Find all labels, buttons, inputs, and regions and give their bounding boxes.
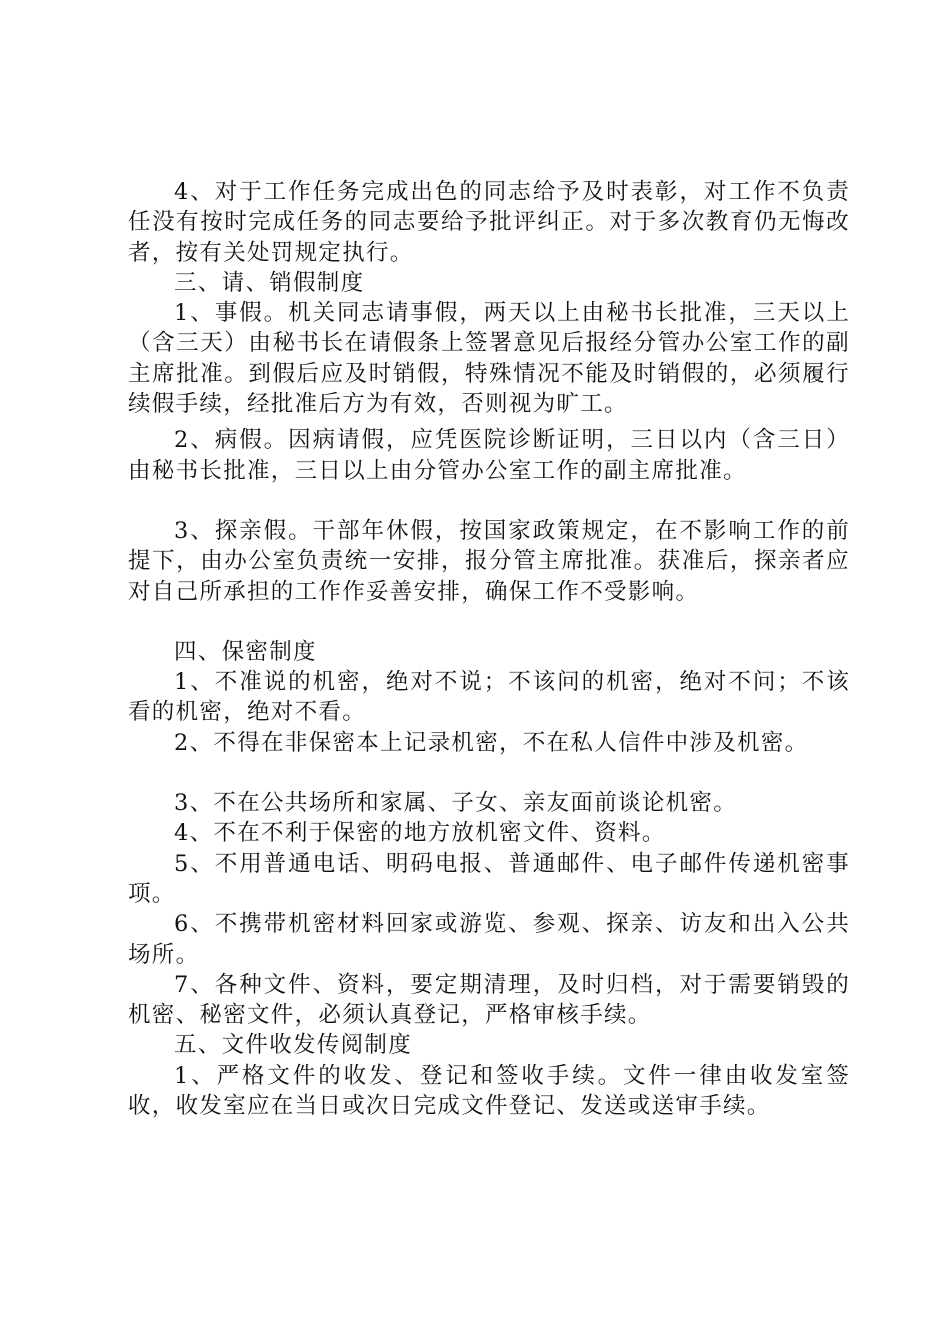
- paragraph-leave-2: 2、病假。因病请假，应凭医院诊断证明，三日以内（含三日）由秘书长批准，三日以上由分管办公室工作的副主席批准。: [128, 427, 850, 484]
- paragraph-secret-5: 5、不用普通电话、明码电报、普通邮件、电子邮件传递机密事项。: [128, 850, 850, 907]
- spacer: [128, 607, 850, 637]
- spacer: [128, 758, 850, 788]
- paragraph-secret-6: 6、不携带机密材料回家或游览、参观、探亲、访友和出入公共场所。: [128, 911, 850, 968]
- paragraph-secret-4: 4、不在不利于保密的地方放机密文件、资料。: [174, 820, 666, 847]
- section-heading-leave: 三、请、销假制度: [174, 269, 365, 296]
- section-heading-files: 五、文件收发传阅制度: [174, 1032, 413, 1059]
- paragraph-file-1: 1、严格文件的收发、登记和签收手续。文件一律由收发室签收，收发室应在当日或次日完成文件登记、发送或送审手续。: [128, 1062, 850, 1120]
- paragraph-leave-1: 1、事假。机关同志请事假，两天以上由秘书长批准，三天以上（含三天）由秘书长在请假条上签署意见后报经分管办公室工作的副主席批准。到假后应及时销假，特殊情况不能及时销假的，必须履行续假手续，经批准后方为有效，否则视为旷工。: [128, 300, 850, 418]
- paragraph-secret-7: 7、各种文件、资料，要定期清理，及时归档，对于需要销毁的机密、秘密文件，必须认真登记，严格审核手续。: [128, 971, 850, 1029]
- section-heading-secrecy: 四、保密制度: [174, 638, 317, 665]
- paragraph-secret-3: 3、不在公共场所和家属、子女、亲友面前谈论机密。: [174, 790, 738, 817]
- spacer: [128, 486, 850, 516]
- paragraph-secret-1: 1、不准说的机密，绝对不说；不该问的机密，绝对不问；不该看的机密，绝对不看。: [128, 669, 850, 726]
- paragraph-leave-3: 3、探亲假。干部年休假，按国家政策规定，在不影响工作的前提下，由办公室负责统一安排，报分管主席批准。获准后，探亲者应对自己所承担的工作作妥善安排，确保工作不受影响。: [128, 517, 850, 605]
- paragraph-work-4: 4、对于工作任务完成出色的同志给予及时表彰，对工作不负责任没有按时完成任务的同志要给予批评纠正。对于多次教育仍无悔改者，按有关处罚规定执行。: [128, 179, 850, 266]
- document-body: [128, 177, 850, 1121]
- paragraph-secret-2: 2、不得在非保密本上记录机密，不在私人信件中涉及机密。: [174, 729, 809, 756]
